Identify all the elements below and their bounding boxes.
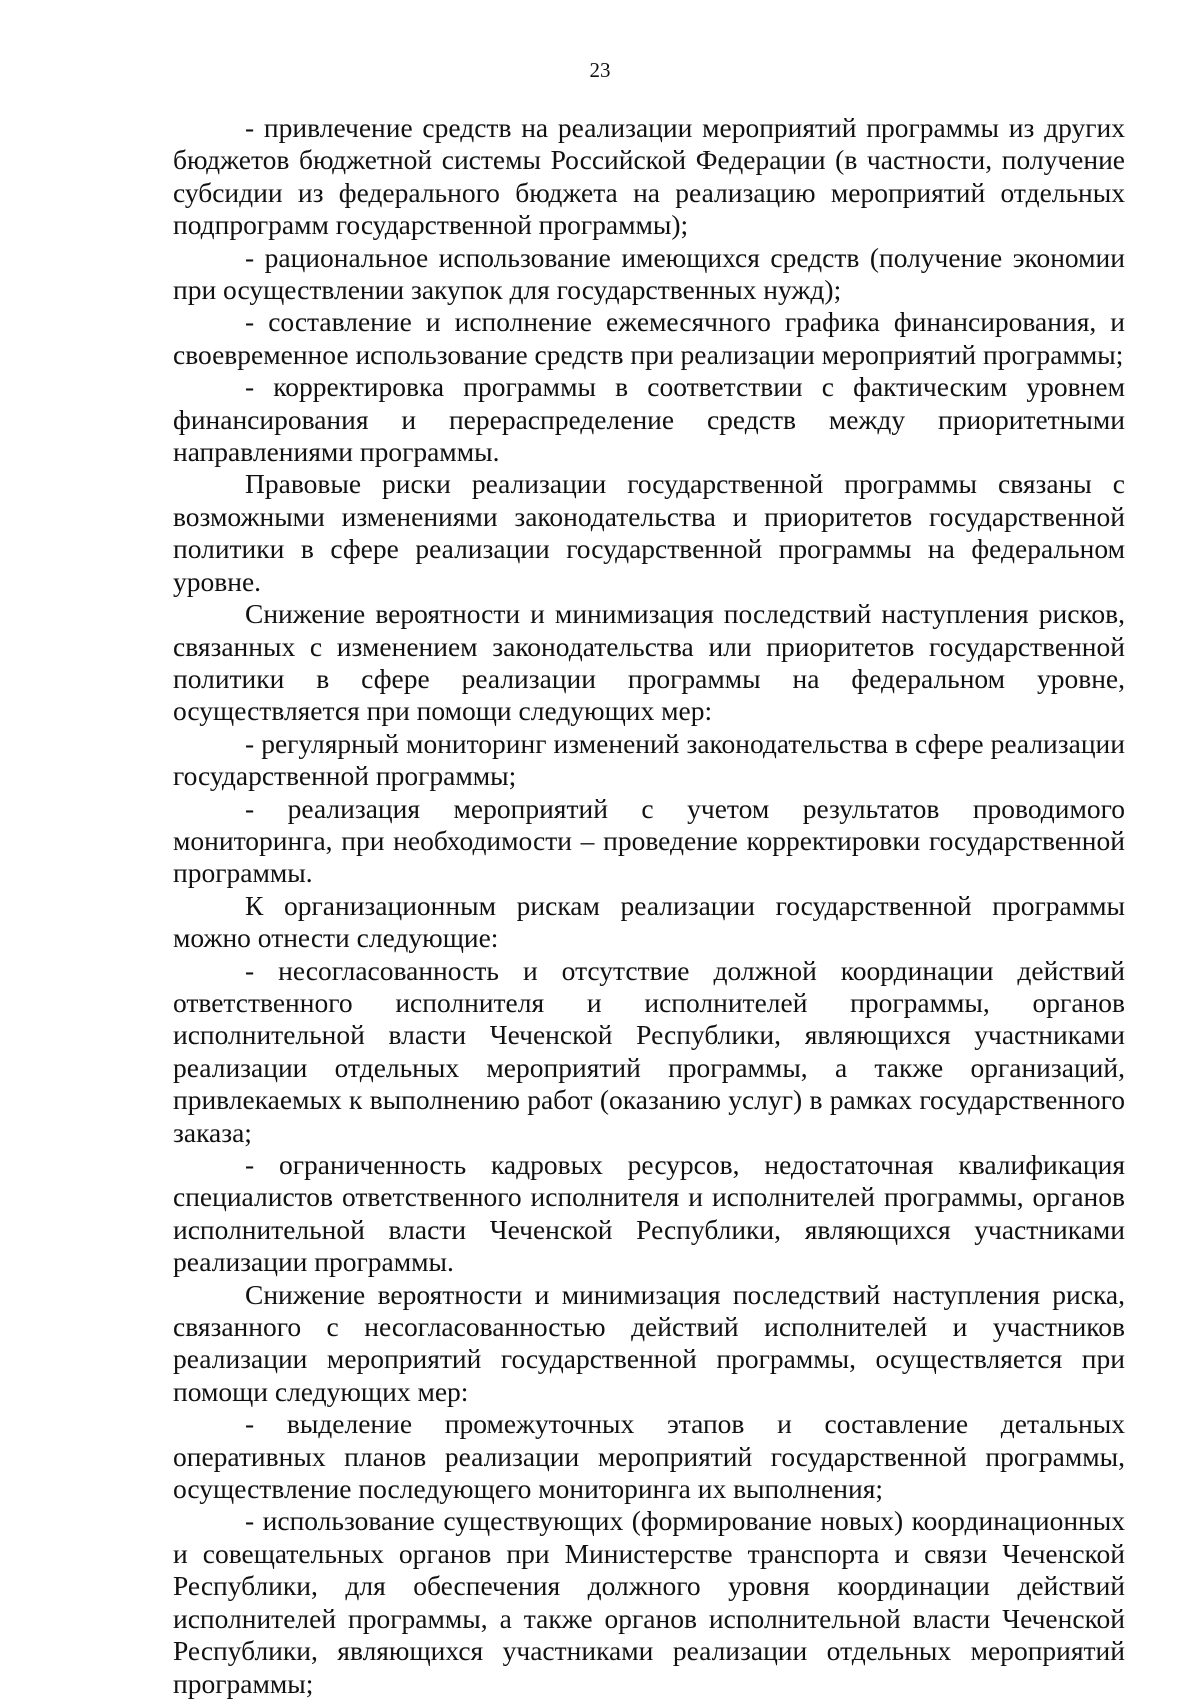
paragraph: - рациональное использование имеющихся средств (получение экономии при осуществлении закупок для государственных нужд); xyxy=(173,241,1125,306)
paragraph: - составление и исполнение ежемесячного графика финансирования, и своевременное использование средств при реализации мероприятий программы; xyxy=(173,306,1125,370)
paragraph: Снижение вероятности и минимизация последствий наступления рисков, связанных с изменением законодательства или приоритетов государственной политики в сфере реализации программы на федеральном уровне, осуществляется при помощи следующих мер: xyxy=(173,598,1125,727)
paragraph: Правовые риски реализации государственной программы связаны с возможными изменениями законодательства и приоритетов государственной политики в сфере реализации государственной программы на федеральном уровне. xyxy=(173,468,1125,597)
paragraph: - несогласованность и отсутствие должной координации действий ответственного исполнителя и исполнителей программы, органов исполнительной власти Чеченской Республики, являющихся участниками реализации отдельных мероприятий программы, а также организаций, привлекаемых к выполнению работ (оказанию услуг) в рамках государственного заказа; xyxy=(173,954,1125,1148)
paragraph: - реализация мероприятий с учетом результатов проводимого мониторинга, при необходимости – проведение корректировки государственной программы. xyxy=(173,792,1125,889)
paragraph: - ограниченность кадровых ресурсов, недостаточная квалификация специалистов ответственного исполнителя и исполнителей программы, органов исполнительной власти Чеченской Республики, являющихся участниками реализации программы. xyxy=(173,1149,1125,1278)
page-number: 23 xyxy=(589,58,611,82)
paragraph: - регулярный мониторинг изменений законодательства в сфере реализации государственной программы; xyxy=(173,727,1125,792)
paragraph: - корректировка программы в соответствии с фактическим уровнем финансирования и перераспределение средств между приоритетными направлениями программы. xyxy=(173,371,1125,468)
document-body xyxy=(173,112,1125,1700)
paragraph: К организационным рискам реализации государственной программы можно отнести следующие: xyxy=(173,889,1125,954)
paragraph: - выделение промежуточных этапов и составление детальных оперативных планов реализации мероприятий государственной программы, осуществление последующего мониторинга их выполнения; xyxy=(173,1408,1125,1505)
paragraph: - использование существующих (формирование новых) координационных и совещательных органов при Министерстве транспорта и связи Чеченской Республики, для обеспечения должного уровня координации действий исполнителей программы, а также органов исполнительной власти Чеченской Республики, являющихся участниками реализации отдельных мероприятий программы; xyxy=(173,1505,1125,1699)
paragraph: - привлечение средств на реализации мероприятий программы из других бюджетов бюджетной системы Российской Федерации (в частности, получение субсидии из федерального бюджета на реализацию мероприятий отдельных подпрограмм государственной программы); xyxy=(173,112,1125,241)
paragraph: Снижение вероятности и минимизация последствий наступления риска, связанного с несогласованностью действий исполнителей и участников реализации мероприятий государственной программы, осуществляется при помощи следующих мер: xyxy=(173,1278,1125,1407)
